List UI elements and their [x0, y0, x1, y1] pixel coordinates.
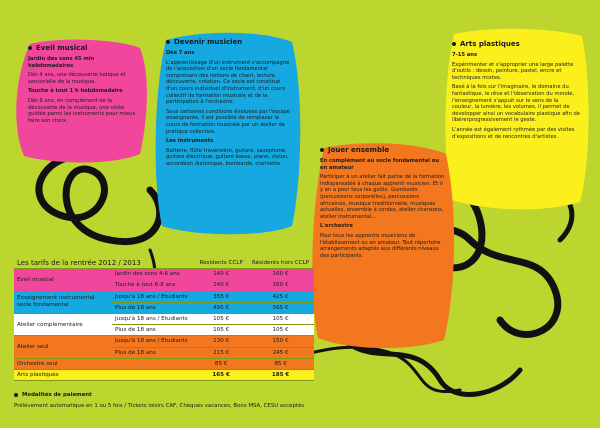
price-cclp: 105 € — [195, 325, 247, 336]
arts-paragraph-2: Basé à la fois sur l'imaginaire, le domaine du fantastique, le rêve et l'observation du monde, l'enseignement s'appuit sur le sens de la couleur, la lumière, les volumes, il permet de développer ainsi un vocabulaire plastique afin de libérerprogressivement le geste. — [452, 84, 581, 124]
price-cclp: 140 € — [195, 280, 247, 291]
price-hors-cclp: 150 € — [247, 336, 314, 347]
col-header-cclp: Résidents CCLP — [195, 258, 247, 269]
price-hors-cclp: 245 € — [247, 347, 314, 358]
table-row — [14, 370, 314, 381]
arts-age: 7-15 ans — [452, 52, 478, 58]
payment-section — [14, 392, 304, 409]
price-cclp: 105 € — [195, 314, 247, 325]
row-label: Jusqu'à 18 ans / Etudiants — [112, 291, 195, 302]
musicien-paragraph-2: Sous certaines conditions évaluées par l'équipe enseignante, il est possible de remplacer le cours de formation musicale par un atelier de pratique collective. — [166, 108, 290, 135]
ensemble-section — [320, 146, 446, 262]
price-hors-cclp: 185 € — [247, 370, 314, 381]
table-row — [14, 291, 314, 302]
price-hors-cclp: 565 € — [247, 302, 314, 313]
price-cclp: 130 € — [195, 336, 247, 347]
group-label: Atelier complémentaire — [14, 314, 112, 336]
musicien-paragraph-1: L'apprentissage d'un instrument s'accompagne de l'acquisition d'un socle fondamental comprenant des notions de chant, lecture, découverte, création. Ce socle est constitué d'un cours individuel d'instrument, d'un cours collectif de formation musicale et de la participation à l'orchestre. — [166, 59, 290, 106]
arts-section — [452, 40, 580, 143]
ensemble-subtitle: En complément au socle fondamental ou en amateur — [320, 158, 439, 171]
payment-text: Prélèvement automatique en 1 ou 5 fois / Tickets loisirs CAF, Chèques vacances, Bons MSA, CESU acceptés — [14, 403, 305, 409]
row-label: Plus de 18 ans — [112, 302, 195, 313]
group-label: Atelier seul — [14, 336, 112, 358]
price-hors-cclp: 85 € — [247, 358, 314, 369]
row-label: Jusqu'à 18 ans / Etudiants — [112, 314, 195, 325]
table-row — [14, 269, 314, 280]
musicien-title: Devenir musicien — [174, 38, 243, 46]
bullet-icon — [14, 393, 18, 397]
price-cclp: 215 € — [195, 347, 247, 358]
musicien-age: Dès 7 ans — [166, 50, 195, 56]
eveil-line-2: Dès 4 ans, une découverte ludique et sensorielle de la musique. — [28, 72, 126, 85]
table-title: Les tarifs de la rentrée 2012 / 2013 — [14, 258, 195, 269]
price-table — [14, 258, 314, 381]
bullet-icon — [452, 42, 456, 46]
table-row — [14, 314, 314, 325]
group-label: Arts plastiques — [14, 370, 195, 381]
row-label: Plus de 18 ans — [112, 347, 195, 358]
eveil-line-3: Touche à tout 1 h hebdomadaire — [28, 88, 123, 95]
group-label: Orchestre seul — [14, 358, 195, 369]
bullet-icon — [166, 40, 170, 44]
price-cclp: 85 € — [195, 358, 247, 369]
instruments-list: Batterie, flûte traversière, guitare, saxophone, guitare électrique, guitare basse, piano, violon, accordéon diatonique, bombarde, clarinette. — [166, 147, 289, 167]
price-cclp: 165 € — [195, 370, 247, 381]
ensemble-paragraph-1: Participer à un atelier fait partie de la formation indispensable à chaque apprenti musicien. Et il y en a pour tous les goûts. Gumboots (percussions corporelles), percussions africaines, musique traditionnelle, musiques actuelles, ensemble à cordes, atelier chansons, atelier instrumental... — [320, 174, 445, 220]
table-row — [14, 336, 314, 347]
eveil-section — [28, 44, 140, 127]
instruments-title: Les instruments — [166, 138, 214, 145]
eveil-line-4: Dès 6 ans, en complément de la découverte de la musique, une visite guidée parmi les instruments pour mieux faire son choix. — [28, 97, 136, 124]
arts-paragraph-1: Expérimenter et s'approprier une large palette d'outils : dessin, peinture, pastel, encre et techniques mixtes. — [452, 61, 574, 81]
payment-title: Modalités de paiement — [22, 392, 92, 398]
price-hors-cclp: 105 € — [247, 314, 314, 325]
ensemble-paragraph-2: Pour tous les apprentis musiciens de l'établissement ou en amateur. Tout répertoire arrangements adaptés aux différents niveaux des participants. — [320, 232, 441, 259]
bullet-icon — [320, 148, 324, 152]
col-header-hors-cclp: Résidents hors CCLP — [247, 258, 314, 269]
price-cclp: 140 € — [195, 269, 247, 280]
price-hors-cclp: 105 € — [247, 325, 314, 336]
eveil-line-1: Jardin des sons 45 min hebdomadaires — [28, 56, 95, 69]
orchestre-title: L'orchestre — [320, 223, 353, 230]
price-hors-cclp: 425 € — [247, 291, 314, 302]
row-label: Jusqu'à 18 ans / Etudiants — [112, 336, 195, 347]
table-row — [14, 358, 314, 369]
price-hors-cclp: 160 € — [247, 269, 314, 280]
musicien-section — [166, 38, 290, 171]
arts-paragraph-3: L'année est également rythmée par des visites d'expositions et de rencontres d'artistes. — [452, 126, 575, 140]
price-cclp: 355 € — [195, 291, 247, 302]
price-cclp: 495 € — [195, 302, 247, 313]
row-label: Touche à tout 6-8 ans — [112, 280, 195, 291]
arts-title: Arts plastiques — [460, 40, 520, 48]
eveil-title: Eveil musical — [36, 44, 88, 52]
row-label: Plus de 18 ans — [112, 325, 195, 336]
group-label: Eveil musical — [14, 269, 112, 291]
row-label: Jardin des sons 4-6 ans — [112, 269, 195, 280]
ensemble-title: Jouer ensemble — [328, 146, 390, 154]
bullet-icon — [28, 46, 32, 50]
group-label: Enseignement instrumental socle fondamental — [14, 291, 112, 313]
price-hors-cclp: 160 € — [247, 280, 314, 291]
